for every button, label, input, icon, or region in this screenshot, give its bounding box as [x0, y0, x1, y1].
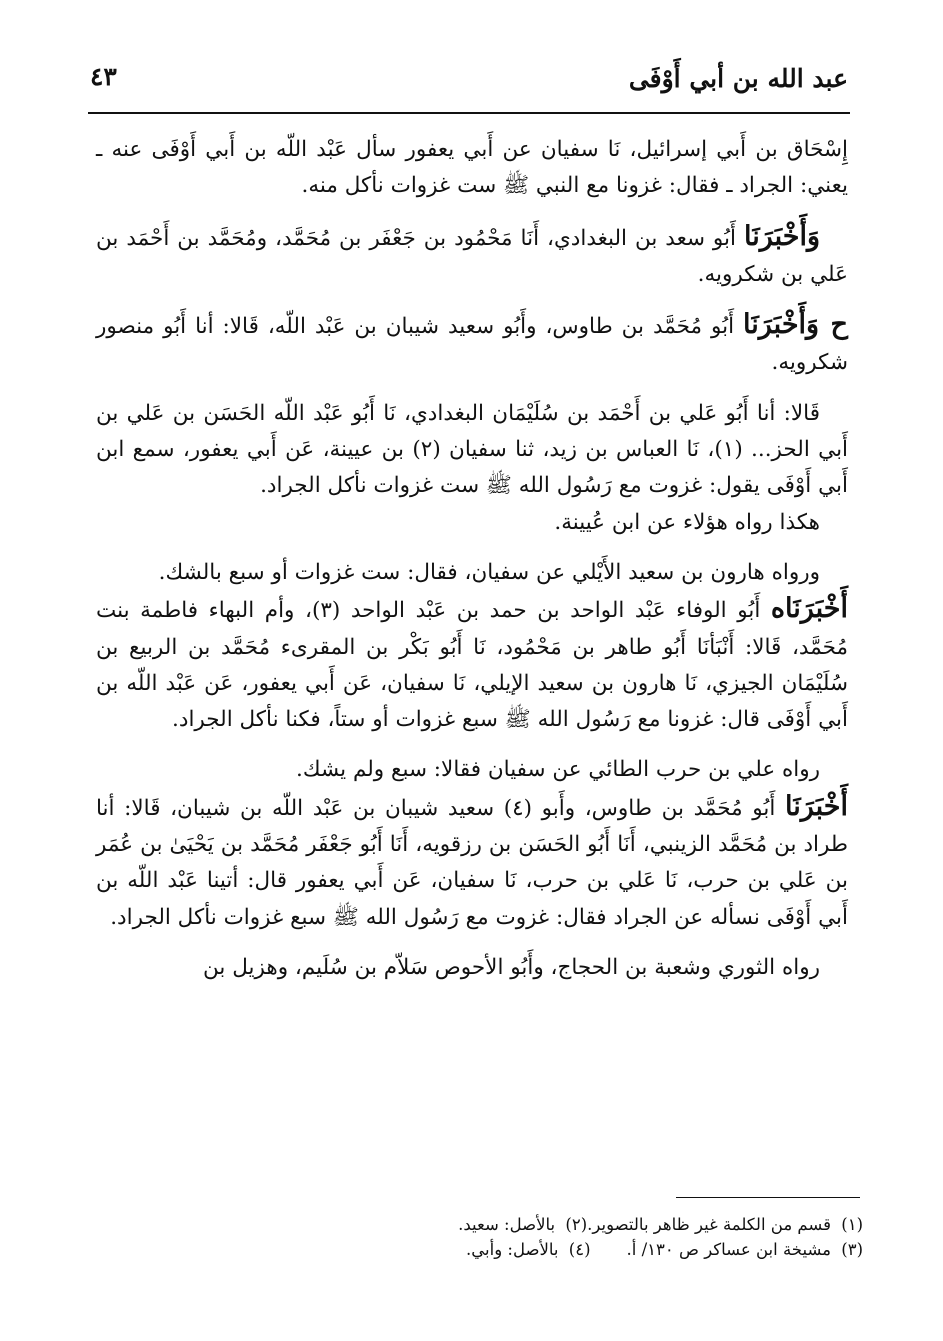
paragraph: إِسْحَاق بن أَبي إسرائيل، نَا سفيان عن أَبي يعفور سأل عَبْد اللّه بن أَبي أَوْفَى عنه ـ يعني: الجراد ـ فقال: غزونا مع النبي ﷺ ست غزوات نأكل منه. — [96, 137, 848, 199]
paragraph: ورواه هارون بن سعيد الأَيْلي عن سفيان، فقال: ست غزوات أو سبع بالشك. — [158, 559, 820, 585]
paragraph: ح وَأَخْبَرَنَا أَبُو مُحَمَّد بن طاوس، وأَبُو سعيد شيبان بن عَبْد اللّه، قَالا: أنا أَبُو منصور شكرويه. — [96, 309, 848, 376]
paragraph: أَخْبَرَنَا أَبُو مُحَمَّد بن طاوس، وأَبو (٤) سعيد شيبان بن عَبْد اللّه بن شيبان، قَالا: أنا طراد بن مُحَمَّد الزينبي، أَنَا أَبُو الحَسَن بن رزقويه، أَنَا أَبُو جَعْفَر مُحَمَّد بن يَحْيَىٰ بن عُمَر بن عَلي بن حرب، نَا عَلي بن حرب، نَا سفيان، عَن أَبي يعفور قال: أتينا عَبْد اللّه بن أَبي أَوْفَى نسأله عن الجراد فقال: غزوت مع رَسُول الله ﷺ سبع غزوات نأكل الجراد. — [96, 790, 848, 930]
chain-lead: ح وَأَخْبَرَنَا — [743, 309, 848, 341]
footnote-row — [318, 1237, 863, 1262]
paragraph: هكذا رواه هؤلاء عن ابن عُيينة. — [554, 509, 820, 535]
chain-lead: أَخْبَرَنَاه — [770, 593, 848, 625]
paragraph: أَخْبَرَنَاه أَبُو الوفاء عَبْد الواحد بن حمد بن عَبْد الواحد (٣)، وأم البهاء فاطمة بنت مُحَمَّد، قَالا: أَنْبَأنَا أَبُو طاهر بن مَحْمُود، نَا أَبُو بَكْر بن المقرىء مُحَمَّد بن الربيع بن سُلَيْمَان الجيزي، نَا هارون بن سعيد الإيلي، نَا سفيان، عَن أَبي يعفور، عَن عَبْد اللّه بن أَبي أَوْفَى قال: غزونا مع رَسُول الله ﷺ سبع غزوات أو ستاً، فكنا نأكل الجراد. — [96, 593, 848, 733]
page-number: ٤٣ — [90, 62, 117, 91]
footnote: (٤)بالأصل: وأبي. — [466, 1240, 591, 1259]
footnotes — [318, 1212, 863, 1262]
running-header — [90, 58, 848, 110]
paragraph: قَالا: أنا أَبُو عَلي بن أَحْمَد بن سُلَيْمَان البغدادي، نَا أَبُو عَبْد اللّه الحَسَن بن عَلي بن أَبي الحز... (١)، نَا العباس بن زيد، ثنا سفيان (٢) بن عيينة، عَن أَبي يعفور، سمع ابن أَبي أَوْفَى يقول: غزوت مع رَسُول الله ﷺ ست غزوات نأكل الجراد. — [96, 400, 849, 499]
main-text — [96, 132, 848, 986]
header-rule — [88, 112, 850, 114]
footnote: (١)قسم من الكلمة غير ظاهر بالتصوير. — [587, 1215, 863, 1234]
footnote-row — [318, 1212, 863, 1237]
paragraph: رواه علي بن حرب الطائي عن سفيان فقالا: سبع ولم يشك. — [296, 757, 820, 783]
footnote: (٢)بالأصل: سعيد. — [458, 1215, 588, 1234]
chain-lead: وَأَخْبَرَنَا — [743, 220, 820, 252]
footnote: (٣)مشيخة ابن عساكر ص ١٣٠/ أ. — [626, 1240, 863, 1259]
footnote-rule — [676, 1197, 860, 1198]
running-title: عبد الله بن أبي أَوْفَى — [628, 64, 848, 93]
paragraph: وَأَخْبَرَنَا أَبُو سعد بن البغدادي، أَنَا مَحْمُود بن جَعْفَر بن مُحَمَّد، ومُحَمَّد بن أَحْمَد بن عَلي بن شكرويه. — [96, 220, 848, 287]
paragraph: رواه الثوري وشعبة بن الحجاج، وأَبُو الأحوص سَلاّم بن سُلَيم، وهزيل بن — [203, 954, 820, 980]
chain-lead: أَخْبَرَنَا — [785, 790, 848, 822]
